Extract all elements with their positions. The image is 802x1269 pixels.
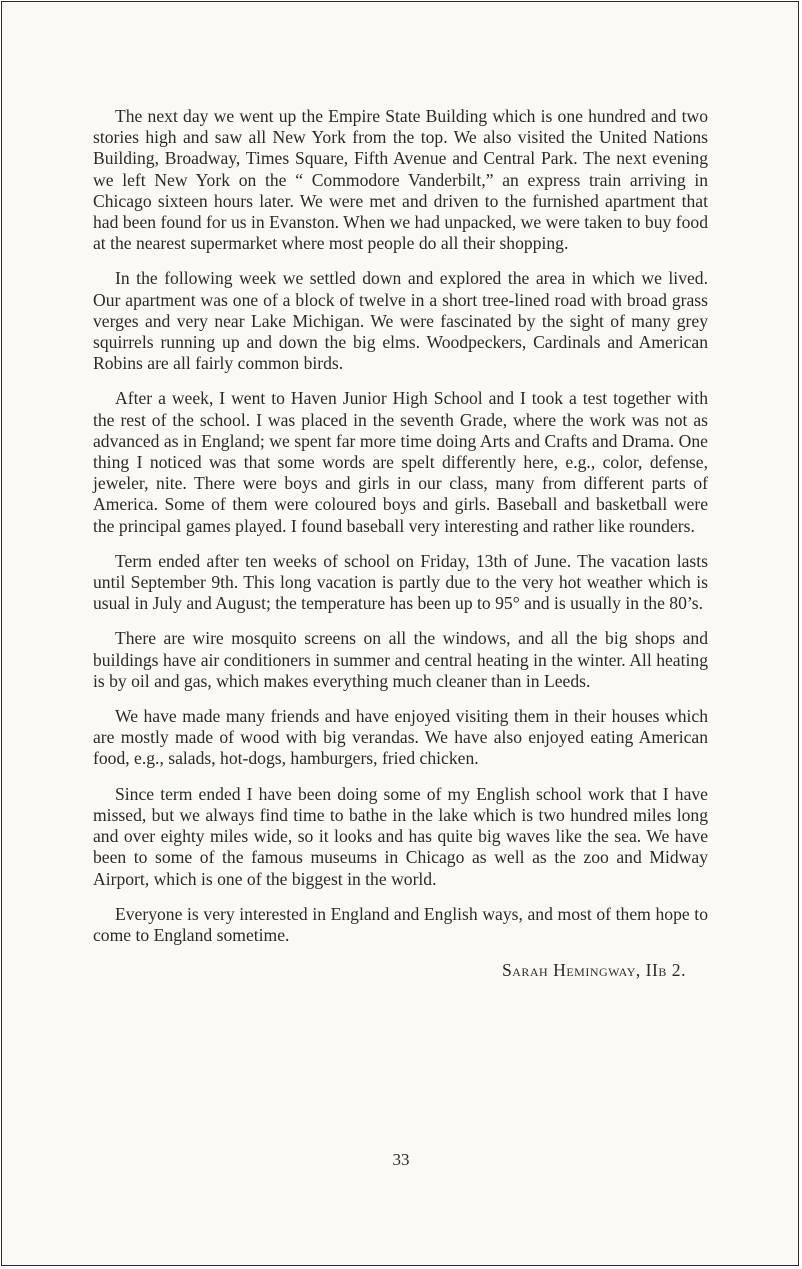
paragraph-following-week: In the following week we settled down and explored the area in which we lived. Our apartment was one of a block of twelve in a short tree-lined road with broad grass verges and very near Lake Michigan. We were fascinated by the sight of many grey squirrels running up and down the big elms. Woodpeckers, Cardinals and American Robins are all fairly common birds. bbox=[93, 268, 708, 374]
page-number: 33 bbox=[392, 1150, 410, 1169]
paragraph-school: After a week, I went to Haven Junior High School and I took a test together with the rest of the school. I was placed in the seventh Grade, where the work was not as advanced as in England; we spent far more time doing Arts and Crafts and Drama. One thing I noticed was that some words are spelt differently here, e.g., color, defense, jeweler, nite. There were boys and girls in our class, many from different parts of America. Some of them were coloured boys and girls. Baseball and basketball were the principal games played. I found baseball very interesting and rather like rounders. bbox=[93, 388, 708, 536]
paragraph-since-term: Since term ended I have been doing some of my English school work that I have missed, but we always find time to bathe in the lake which is two hundred miles long and over eighty miles wide, so it looks and has quite big waves like the sea. We have been to some of the famous museums in Chicago as well as the zoo and Midway Airport, which is one of the biggest in the world. bbox=[93, 783, 708, 889]
paragraph-term-ended: Term ended after ten weeks of school on Friday, 13th of June. The vacation lasts until September 9th. This long vacation is partly due to the very hot weather which is usual in July and August; the temperature has been up to 95° and is usually in the 80’s. bbox=[93, 550, 708, 614]
document-page bbox=[1, 1, 799, 1266]
paragraph-everyone: Everyone is very interested in England and English ways, and most of them hope to come to England sometime. bbox=[93, 903, 708, 945]
paragraph-friends: We have made many friends and have enjoyed visiting them in their houses which are mostly made of wood with big verandas. We have also enjoyed eating American food, e.g., salads, hot-dogs, hamburgers, fried chicken. bbox=[93, 706, 708, 769]
article-body bbox=[93, 106, 708, 981]
paragraph-empire-state: The next day we went up the Empire State Building which is one hundred and two stories high and saw all New York from the top. We also visited the United Nations Building, Broadway, Times Square, Fifth Avenue and Central Park. The next evening we left New York on the “ Commodore Vanderbilt,” an express train arriving in Chicago sixteen hours later. We were met and driven to the furnished apartment that had been found for us in Evanston. When we had unpacked, we were taken to buy food at the nearest supermarket where most people do all their shopping. bbox=[93, 106, 708, 254]
paragraph-mosquito-screens: There are wire mosquito screens on all the windows, and all the big shops and buildings have air conditioners in summer and central heating in the winter. All heating is by oil and gas, which makes everything much cleaner than in Leeds. bbox=[93, 628, 708, 691]
author-signature: Sarah Hemingway, IIb 2. bbox=[501, 960, 686, 981]
